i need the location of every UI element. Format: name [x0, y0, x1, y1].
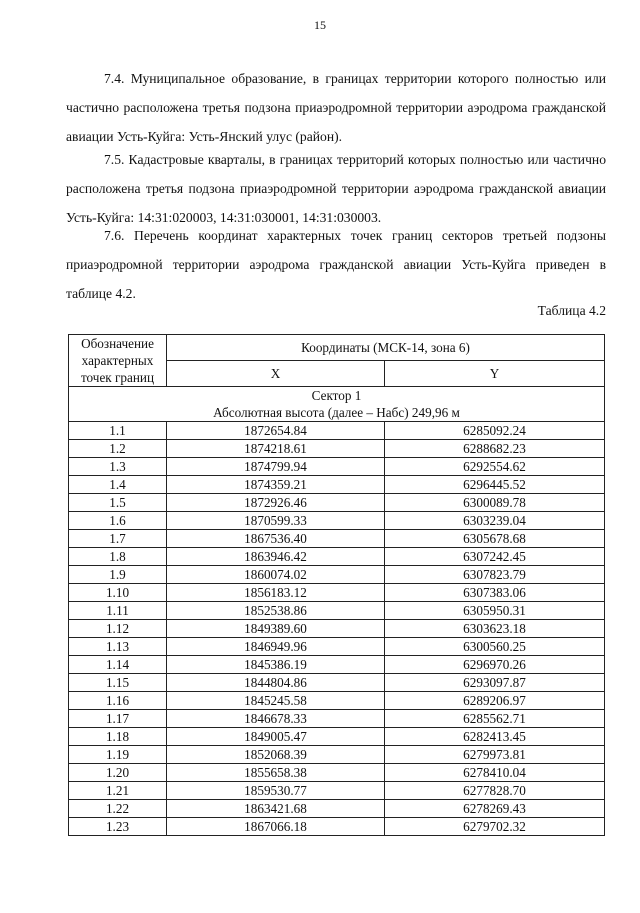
- header-points: Обозначение характерных точек границ: [69, 335, 167, 387]
- table-row: [69, 800, 605, 818]
- point-cell: 1.15: [69, 674, 167, 692]
- point-cell: 1.13: [69, 638, 167, 656]
- table-row: [69, 746, 605, 764]
- point-cell: 1.11: [69, 602, 167, 620]
- x-cell: 1855658.38: [167, 764, 385, 782]
- y-cell: 6296445.52: [385, 476, 605, 494]
- point-cell: 1.7: [69, 530, 167, 548]
- x-cell: 1852538.86: [167, 602, 385, 620]
- table-row: [69, 530, 605, 548]
- point-cell: 1.2: [69, 440, 167, 458]
- y-cell: 6279702.32: [385, 818, 605, 836]
- x-cell: 1863421.68: [167, 800, 385, 818]
- page-number: 15: [314, 18, 326, 32]
- point-cell: 1.20: [69, 764, 167, 782]
- y-cell: 6288682.23: [385, 440, 605, 458]
- point-cell: 1.22: [69, 800, 167, 818]
- x-cell: 1867536.40: [167, 530, 385, 548]
- x-cell: 1874359.21: [167, 476, 385, 494]
- x-cell: 1856183.12: [167, 584, 385, 602]
- sector-header: [69, 387, 605, 422]
- paragraph-7-5: 7.5. Кадастровые кварталы, в границах территорий которых полностью или частично расположена третья подзона приаэродромной территории аэродрома гражданской авиации Усть-Куйга: 14:31:020003, 14:31:030001, 14:31:030003.: [66, 152, 606, 225]
- x-cell: 1846949.96: [167, 638, 385, 656]
- y-cell: 6300089.78: [385, 494, 605, 512]
- table-row: [69, 638, 605, 656]
- x-cell: 1874799.94: [167, 458, 385, 476]
- y-cell: 6279973.81: [385, 746, 605, 764]
- y-cell: 6303623.18: [385, 620, 605, 638]
- y-cell: 6282413.45: [385, 728, 605, 746]
- x-cell: 1852068.39: [167, 746, 385, 764]
- point-cell: 1.1: [69, 422, 167, 440]
- y-cell: 6285562.71: [385, 710, 605, 728]
- header-coordinates: Координаты (МСК-14, зона 6): [167, 335, 605, 361]
- y-cell: 6307823.79: [385, 566, 605, 584]
- point-cell: 1.19: [69, 746, 167, 764]
- point-cell: 1.4: [69, 476, 167, 494]
- y-cell: 6278410.04: [385, 764, 605, 782]
- x-cell: 1872654.84: [167, 422, 385, 440]
- x-cell: 1867066.18: [167, 818, 385, 836]
- table-row: [69, 782, 605, 800]
- y-cell: 6292554.62: [385, 458, 605, 476]
- x-cell: 1860074.02: [167, 566, 385, 584]
- table-row: [69, 764, 605, 782]
- x-cell: 1859530.77: [167, 782, 385, 800]
- point-cell: 1.5: [69, 494, 167, 512]
- table-row: [69, 728, 605, 746]
- point-cell: 1.12: [69, 620, 167, 638]
- x-cell: 1845386.19: [167, 656, 385, 674]
- point-cell: 1.21: [69, 782, 167, 800]
- y-cell: 6303239.04: [385, 512, 605, 530]
- table-row: [69, 476, 605, 494]
- coordinates-table: [68, 334, 605, 836]
- sector-height: Абсолютная высота (далее – Набс) 249,96 м: [213, 405, 460, 420]
- table-row: [69, 692, 605, 710]
- table-row: [69, 602, 605, 620]
- y-cell: 6285092.24: [385, 422, 605, 440]
- point-cell: 1.17: [69, 710, 167, 728]
- y-cell: 6305678.68: [385, 530, 605, 548]
- y-cell: 6300560.25: [385, 638, 605, 656]
- paragraph-7-4: 7.4. Муниципальное образование, в границах территории которого полностью или частично расположена третья подзона приаэродромной территории аэродрома гражданской авиации Усть-Куйга: Усть-Янский улус (район).: [66, 71, 606, 144]
- point-cell: 1.8: [69, 548, 167, 566]
- header-x: X: [167, 361, 385, 387]
- y-cell: 6307242.45: [385, 548, 605, 566]
- y-cell: 6277828.70: [385, 782, 605, 800]
- table-row: [69, 440, 605, 458]
- x-cell: 1872926.46: [167, 494, 385, 512]
- y-cell: 6278269.43: [385, 800, 605, 818]
- point-cell: 1.18: [69, 728, 167, 746]
- table-row: [69, 710, 605, 728]
- y-cell: 6305950.31: [385, 602, 605, 620]
- x-cell: 1849389.60: [167, 620, 385, 638]
- point-cell: 1.9: [69, 566, 167, 584]
- table-row: [69, 620, 605, 638]
- table-row: [69, 566, 605, 584]
- y-cell: 6307383.06: [385, 584, 605, 602]
- table-row: [69, 458, 605, 476]
- x-cell: 1863946.42: [167, 548, 385, 566]
- table-caption: Таблица 4.2: [537, 303, 606, 318]
- x-cell: 1846678.33: [167, 710, 385, 728]
- table-row: [69, 548, 605, 566]
- x-cell: 1849005.47: [167, 728, 385, 746]
- x-cell: 1845245.58: [167, 692, 385, 710]
- y-cell: 6289206.97: [385, 692, 605, 710]
- point-cell: 1.23: [69, 818, 167, 836]
- table-row: [69, 584, 605, 602]
- table-row: [69, 818, 605, 836]
- paragraph-7-6: 7.6. Перечень координат характерных точек границ секторов третьей подзоны приаэродромной территории аэродрома гражданской авиации Усть-Куйга приведен в таблице 4.2.: [66, 228, 606, 301]
- table-row: [69, 656, 605, 674]
- table-row: [69, 674, 605, 692]
- x-cell: 1844804.86: [167, 674, 385, 692]
- point-cell: 1.6: [69, 512, 167, 530]
- sector-title: Сектор 1: [311, 388, 362, 403]
- x-cell: 1874218.61: [167, 440, 385, 458]
- table-row: [69, 494, 605, 512]
- point-cell: 1.3: [69, 458, 167, 476]
- y-cell: 6293097.87: [385, 674, 605, 692]
- point-cell: 1.14: [69, 656, 167, 674]
- x-cell: 1870599.33: [167, 512, 385, 530]
- header-y: Y: [385, 361, 605, 387]
- y-cell: 6296970.26: [385, 656, 605, 674]
- table-row: [69, 422, 605, 440]
- point-cell: 1.10: [69, 584, 167, 602]
- point-cell: 1.16: [69, 692, 167, 710]
- table-row: [69, 512, 605, 530]
